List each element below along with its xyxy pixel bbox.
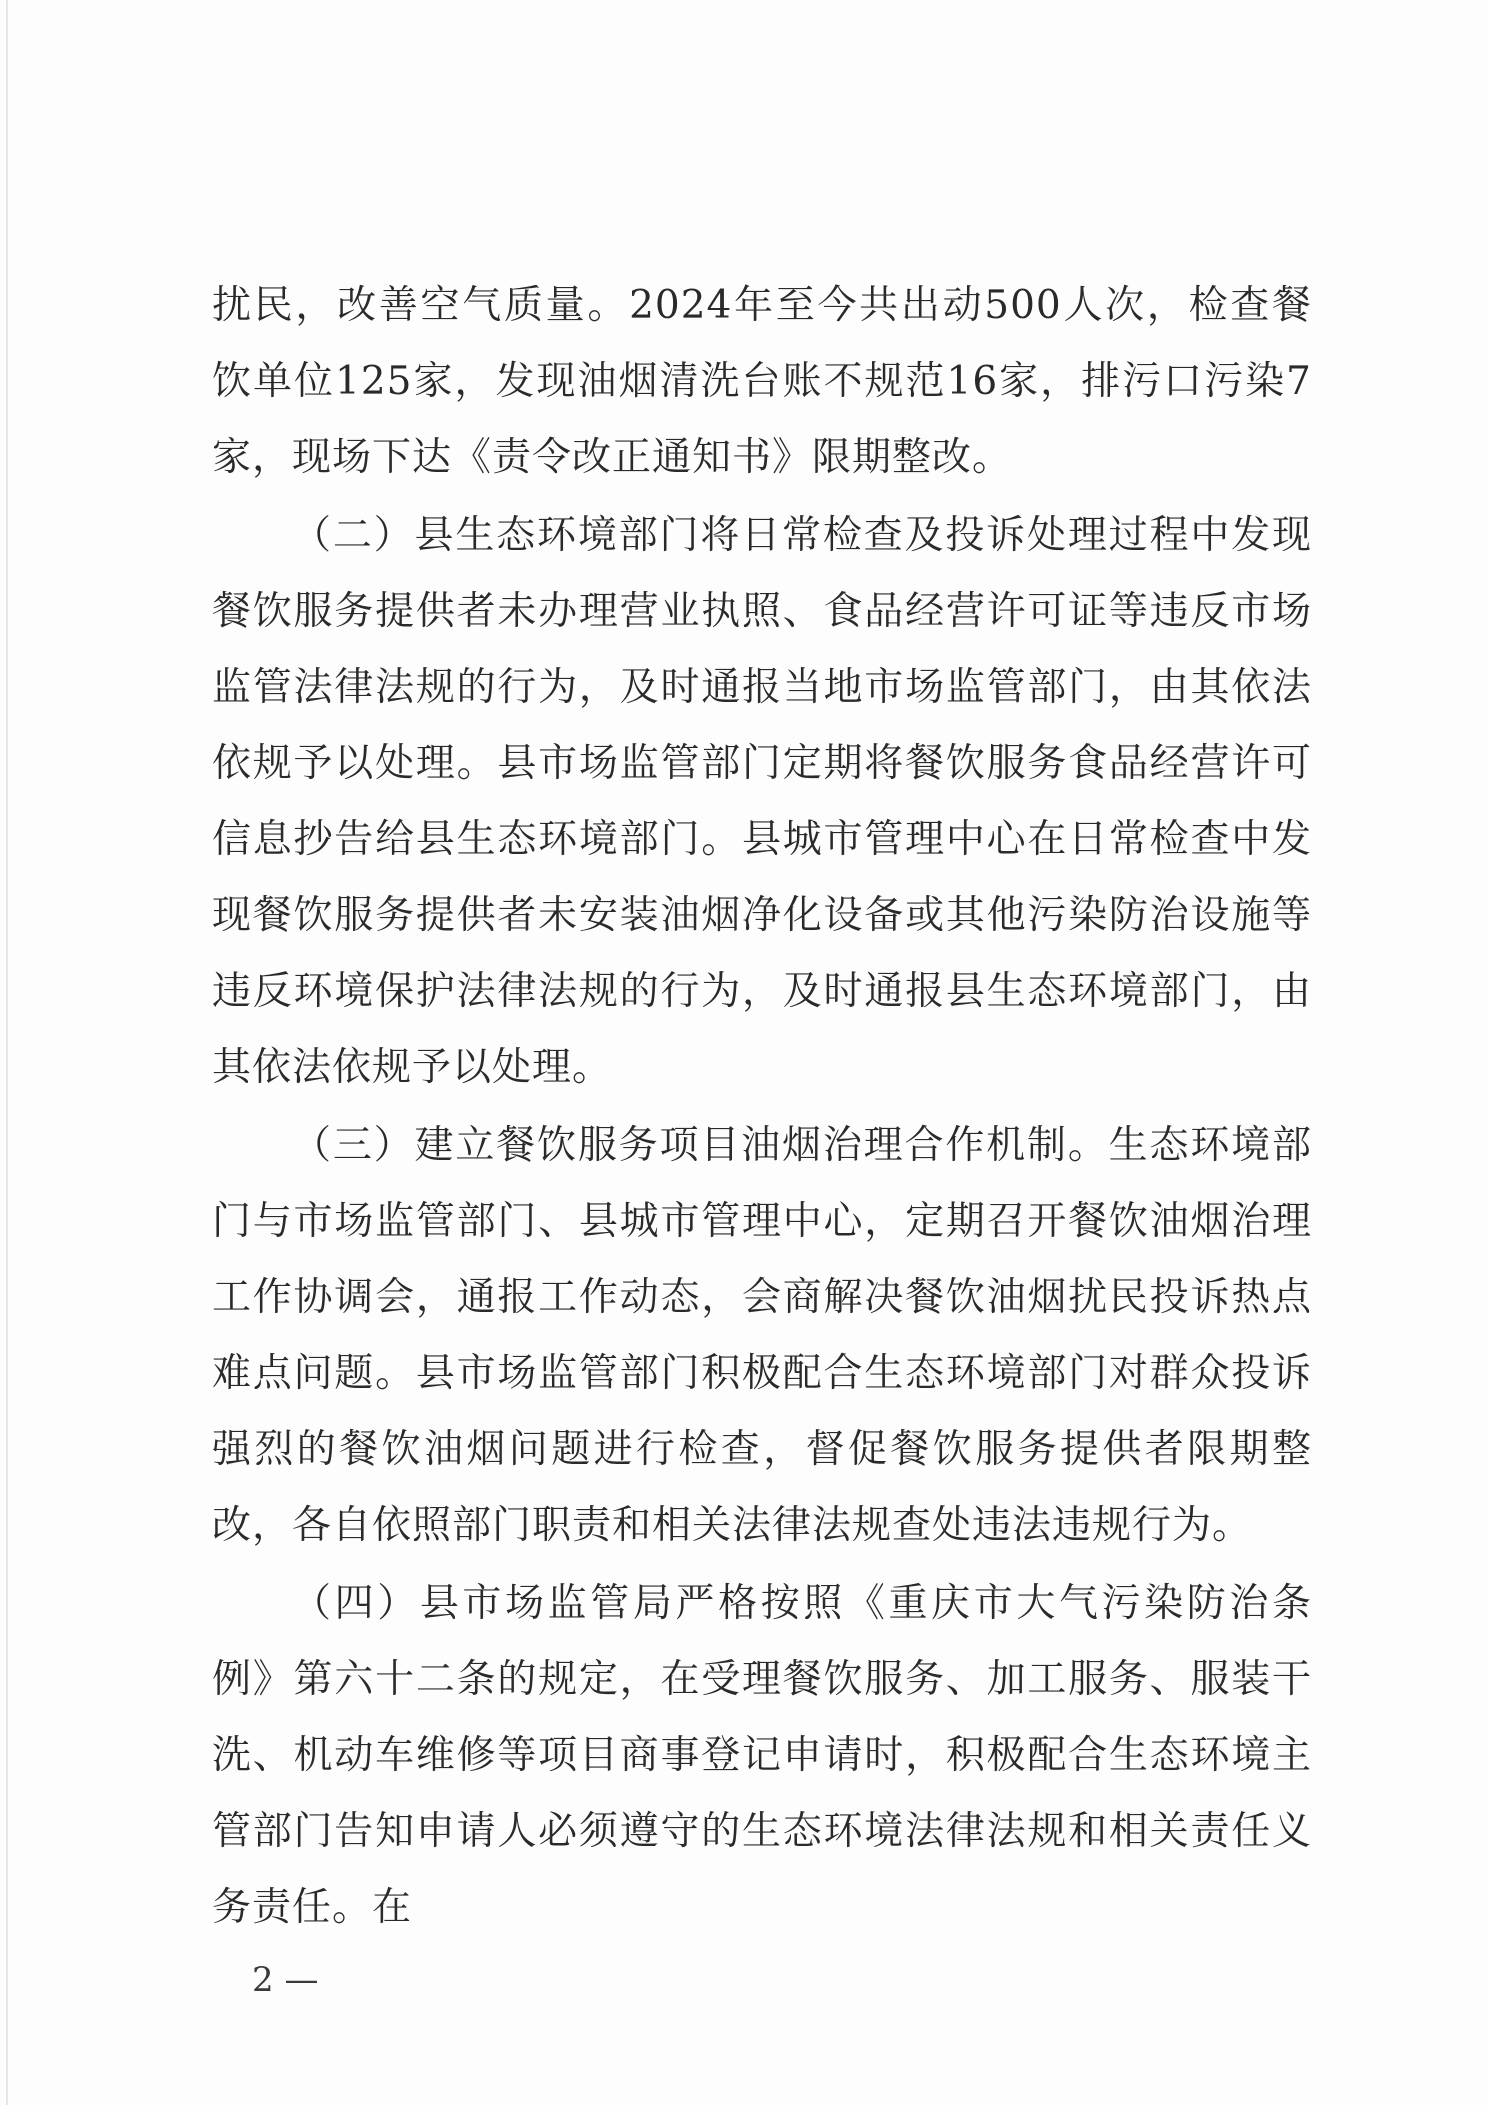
paragraph-section-4: （四）县市场监管局严格按照《重庆市大气污染防治条例》第六十二条的规定，在受理餐饮服务、加工服务、服装干洗、机动车维修等项目商事登记申请时，积极配合生态环境主管部门告知申请人必须遵守的生态环境法律法规和相关责任义务责任。在 — [212, 1581, 1312, 1930]
document-body — [212, 268, 1312, 1948]
scan-edge-line — [6, 0, 8, 2105]
paragraph-section-2: （二）县生态环境部门将日常检查及投诉处理过程中发现餐饮服务提供者未办理营业执照、食品经营许可证等违反市场监管法律法规的行为，及时通报当地市场监管部门，由其依法依规予以处理。县市场监管部门定期将餐饮服务食品经营许可信息抄告给县生态环境部门。县城市管理中心在日常检查中发现餐饮服务提供者未安装油烟净化设备或其他污染防治设施等违反环境保护法律法规的行为，及时通报县生态环境部门，由其依法依规予以处理。 — [212, 513, 1312, 1090]
paragraph-section-3: （三）建立餐饮服务项目油烟治理合作机制。生态环境部门与市场监管部门、县城市管理中心，定期召开餐饮油烟治理工作协调会，通报工作动态，会商解决餐饮油烟扰民投诉热点难点问题。县市场监管部门积极配合生态环境部门对群众投诉强烈的餐饮油烟问题进行检查，督促餐饮服务提供者限期整改，各自依照部门职责和相关法律法规查处违法违规行为。 — [212, 1123, 1312, 1548]
paragraph-continuation: 扰民，改善空气质量。2024年至今共出动500人次，检查餐饮单位125家，发现油烟清洗台账不规范16家，排污口污染7家，现场下达《责令改正通知书》限期整改。 — [212, 283, 1312, 480]
page-number: 2 — — [252, 1960, 319, 2000]
